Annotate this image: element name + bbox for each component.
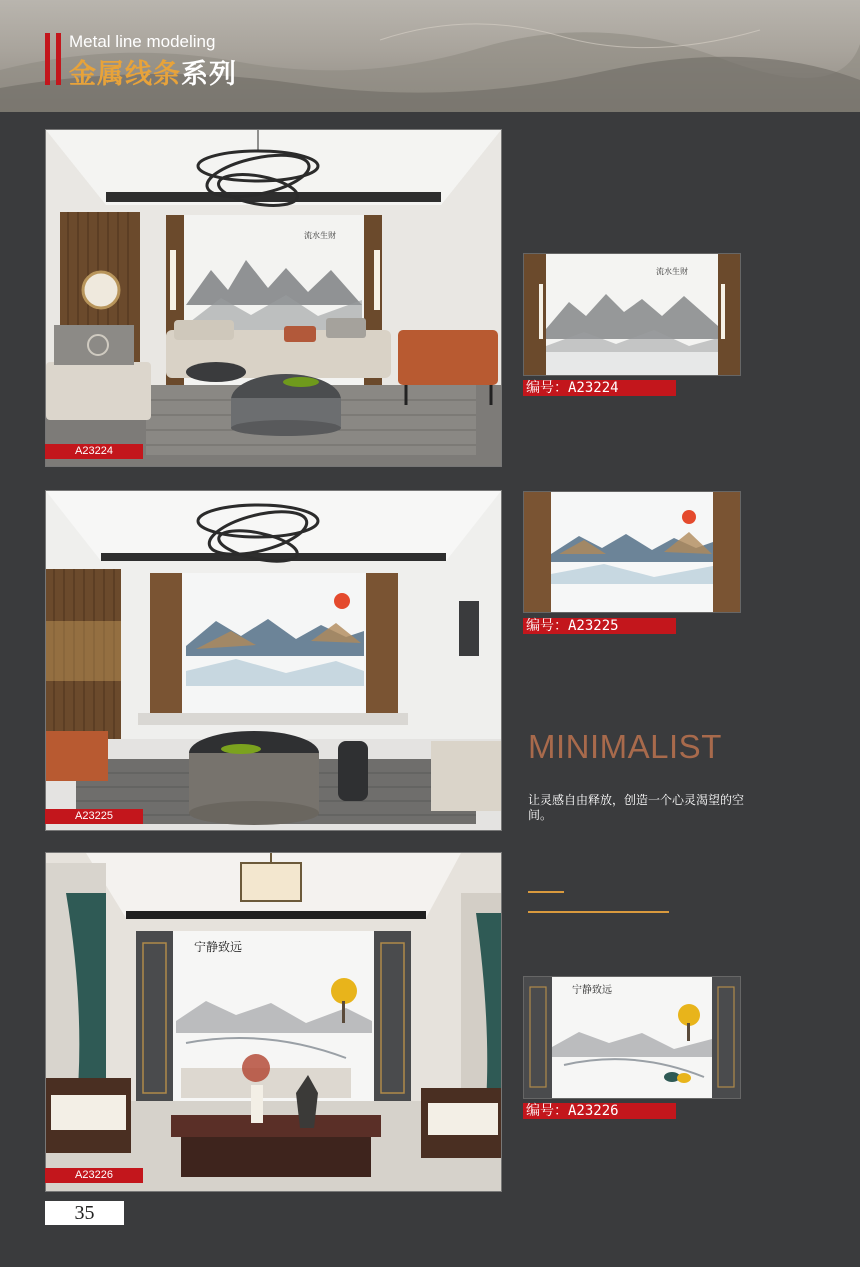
panel-illustration bbox=[524, 492, 740, 612]
room-scene-illustration bbox=[46, 491, 501, 830]
header-title-rest: 系列 bbox=[181, 59, 237, 90]
product-code-badge: 编号：A23226 bbox=[523, 1103, 676, 1119]
room-photo-a23226 bbox=[45, 852, 502, 1192]
header-subtitle: Metal line modeling bbox=[69, 32, 216, 51]
decorative-line-long bbox=[528, 911, 669, 913]
header-accent-bar bbox=[45, 33, 50, 85]
panel-thumbnail-a23225 bbox=[523, 491, 741, 613]
panel-thumbnail-a23224 bbox=[523, 253, 741, 376]
feature-slogan: 让灵感自由释放，创造一个心灵渴望的空间。 bbox=[528, 793, 745, 822]
panel-calligraphy-text: 流水生财 bbox=[656, 267, 688, 276]
product-code-badge: 编号：A23225 bbox=[523, 618, 676, 634]
panel-illustration bbox=[524, 977, 740, 1098]
page-header bbox=[0, 0, 860, 112]
room-scene-illustration bbox=[46, 130, 501, 466]
room-calligraphy-text: 宁静致远 bbox=[194, 940, 243, 954]
page-number: 35 bbox=[45, 1201, 124, 1225]
room-label-badge: A23226 bbox=[45, 1168, 143, 1183]
panel-calligraphy-text: 宁静致远 bbox=[572, 985, 612, 996]
room-label-badge: A23225 bbox=[45, 809, 143, 824]
room-photo-a23225 bbox=[45, 490, 502, 831]
panel-illustration bbox=[524, 254, 740, 375]
room-label-badge: A23224 bbox=[45, 444, 143, 459]
room-calligraphy-text: 流水生财 bbox=[304, 231, 336, 240]
header-accent-bar bbox=[56, 33, 61, 85]
header-title bbox=[69, 52, 237, 91]
product-code-badge: 编号：A23224 bbox=[523, 380, 676, 396]
decorative-line-short bbox=[528, 891, 564, 893]
header-title-accent: 金属线条 bbox=[69, 59, 181, 90]
feature-heading: MINIMALIST bbox=[528, 728, 722, 765]
room-photo-a23224 bbox=[45, 129, 502, 467]
room-scene-illustration bbox=[46, 853, 501, 1191]
panel-thumbnail-a23226 bbox=[523, 976, 741, 1099]
